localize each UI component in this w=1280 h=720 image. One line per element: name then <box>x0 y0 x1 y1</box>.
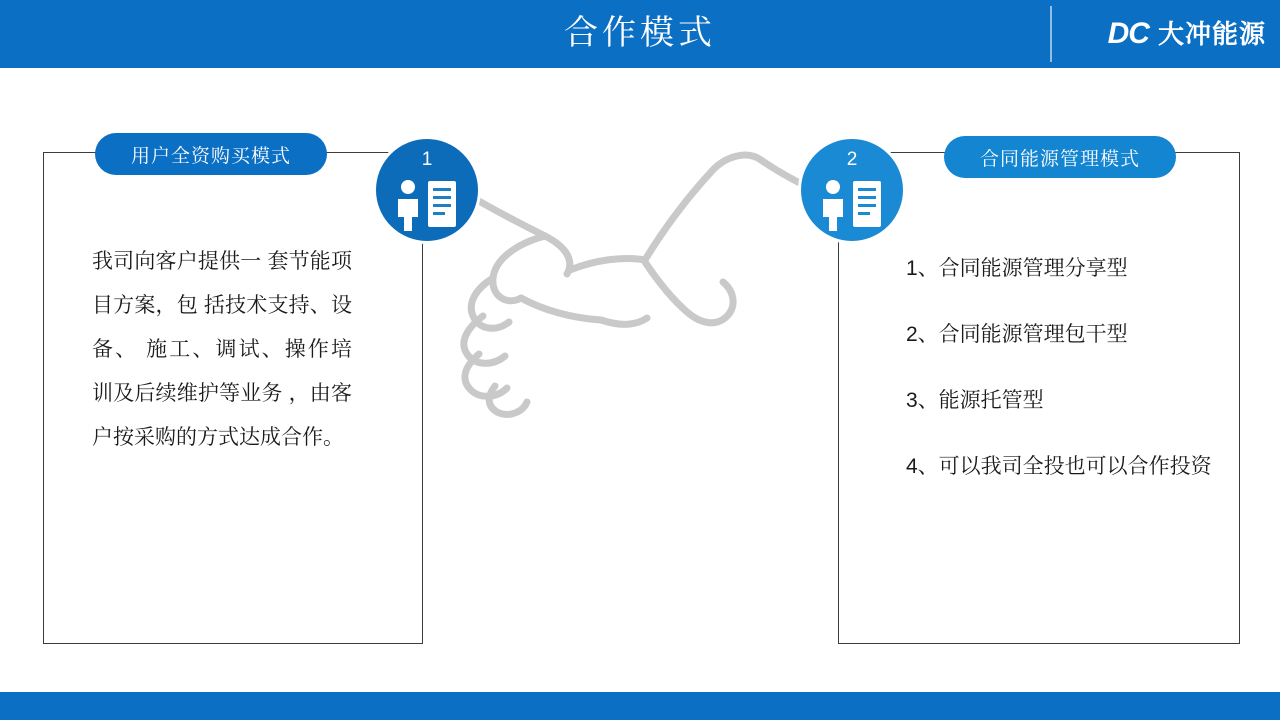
list-item: 1、合同能源管理分享型 <box>906 257 1128 280</box>
list-item: 2、合同能源管理包干型 <box>906 323 1128 346</box>
badge-circle-2 <box>798 136 906 244</box>
logo-text: 大冲能源 <box>1157 19 1266 49</box>
badge-circle-1 <box>373 136 481 244</box>
left-panel-body: 我司向客户提供一 套节能项目方案，包 括技术支持、设备、 施工、调试、操作培 训及后续维护等业务 ，由客户按采购的方式达成合作。 <box>92 250 352 449</box>
person-document-icon <box>376 179 478 236</box>
slide-header <box>0 0 1280 68</box>
page-title: 合作模式 <box>564 14 716 52</box>
header-divider <box>1050 6 1052 62</box>
badge-number-2: 2 <box>846 149 858 170</box>
list-item: 4、可以我司全投也可以合作投资 <box>906 455 1212 478</box>
left-panel-label: 用户全资购买模式 <box>95 133 327 175</box>
slide-footer <box>0 692 1280 720</box>
list-item: 3、能源托管型 <box>906 389 1044 412</box>
right-panel-list <box>906 252 1216 484</box>
company-logo <box>1108 14 1266 54</box>
right-panel-label: 合同能源管理模式 <box>944 136 1176 178</box>
logo-mark-icon: DC <box>1107 17 1149 50</box>
person-document-icon <box>801 179 903 236</box>
badge-number-1: 1 <box>421 149 433 170</box>
